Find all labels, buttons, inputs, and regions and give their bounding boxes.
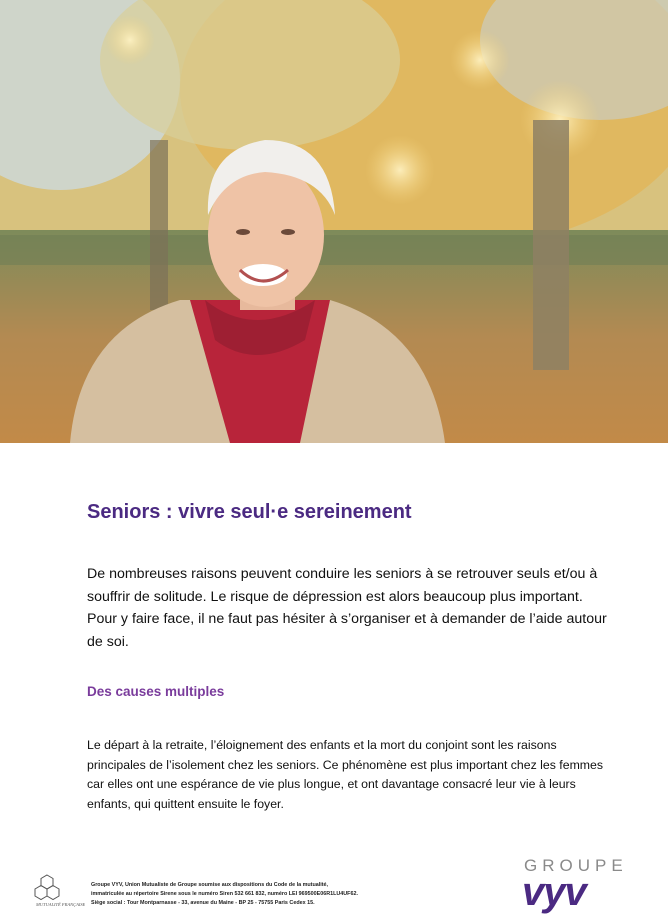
hero-photo (0, 0, 668, 443)
section-title: Des causes multiples (87, 684, 225, 699)
groupe-vyv-logo (516, 856, 626, 918)
hero-illustration (0, 0, 668, 443)
mutualite-logo-text: MUTUALITÉ FRANÇAISE (36, 902, 85, 907)
footer-legal-line-3: Siège social : Tour Montparnasse - 33, avenue du Maine - BP 25 - 75755 Paris Cedex 15. (91, 900, 315, 907)
mutualite-francaise-logo (33, 873, 85, 911)
brand-top-text: GROUPE (524, 856, 628, 875)
intro-paragraph: De nombreuses raisons peuvent conduire les seniors à se retrouver seuls et/ou à souffrir de solitude. Le risque de dépression est alors beaucoup plus important. Pour y faire face, il ne faut pas hésiter à s’organiser et à demander de l’aide autour de soi. (87, 566, 607, 650)
page-title: Seniors : vivre seul·e sereinement (87, 501, 412, 523)
footer-legal-line-1: Groupe VYV, Union Mutualiste de Groupe soumise aux dispositions du Code de la mutualité, (91, 882, 329, 888)
footer-legal-line-2: immatriculée au répertoire Sirene sous le numéro Siren 532 661 832, numéro LEI 969500E06R1LU4UF62. (91, 891, 358, 898)
brand-main-text: vyv (522, 870, 586, 914)
footer-legal (91, 881, 411, 909)
section-body: Le départ à la retraite, l’éloignement des enfants et la mort du conjoint sont les raisons principales de l’isolement chez les seniors. Ce phénomène est plus important chez les femmes car elles ont une espérance de vie plus longue, et ont davantage consacré leur vie à leurs enfants, qui quittent ensuite le foyer. (87, 738, 604, 811)
